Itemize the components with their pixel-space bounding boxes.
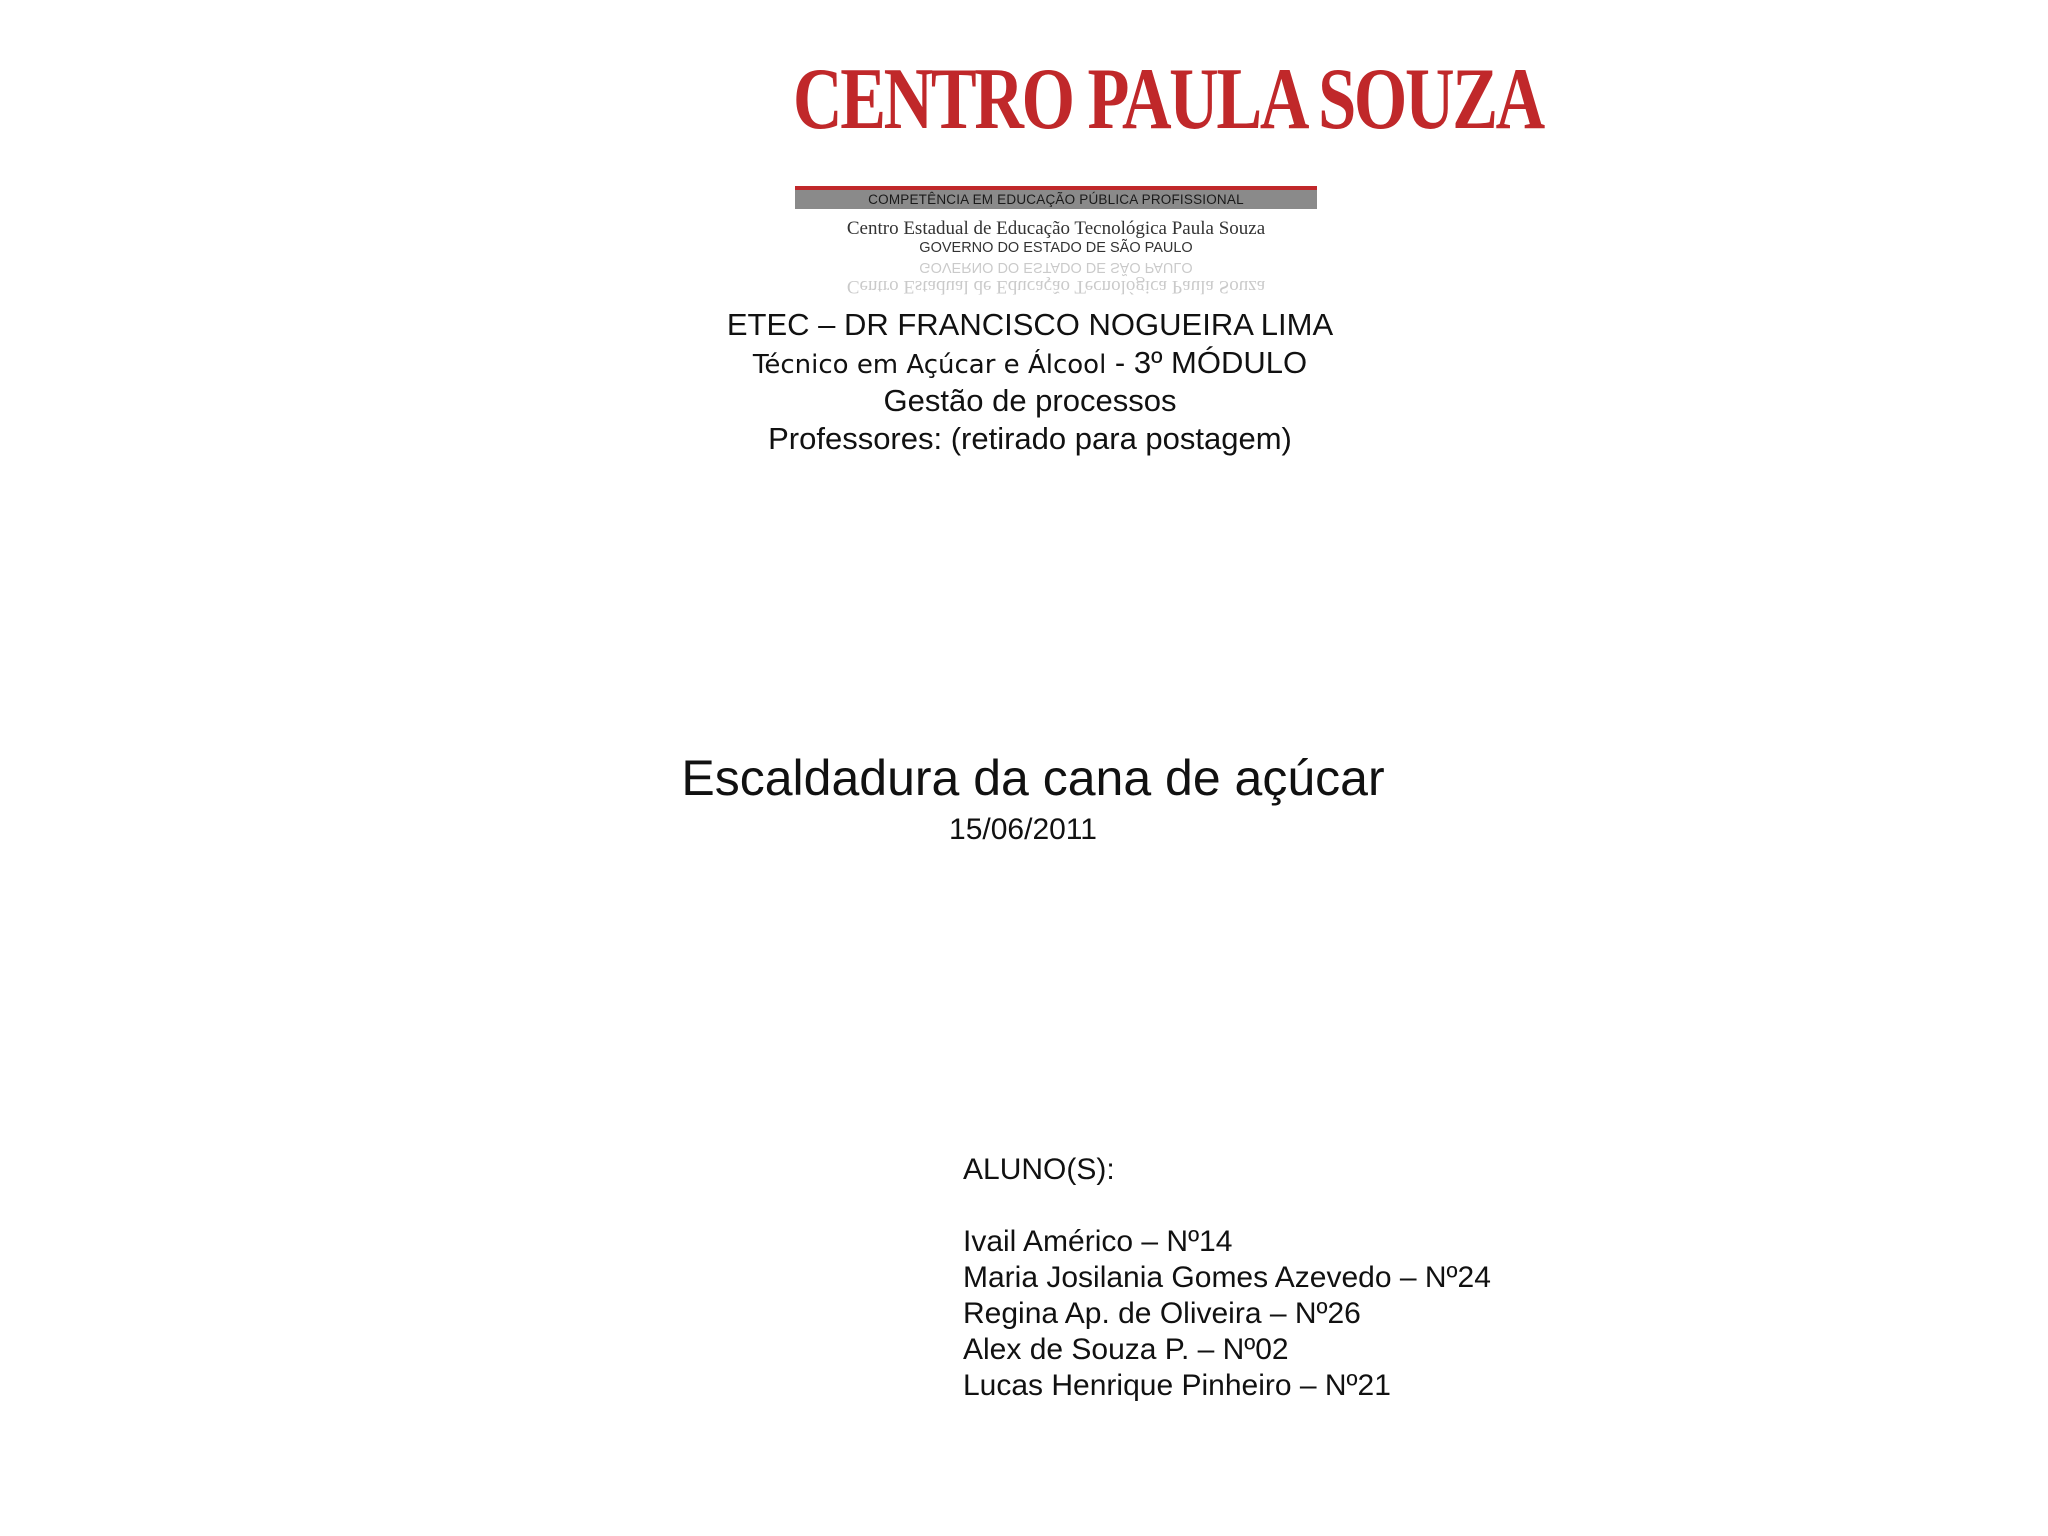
students-list (963, 1224, 1491, 1404)
logo-reflection (795, 258, 1317, 304)
document-title: Escaldadura da cana de açúcar (681, 750, 1385, 806)
subject-name: Gestão de processos (883, 383, 1177, 418)
course-module: - 3º MÓDULO (1106, 345, 1308, 380)
students-section (963, 1152, 1663, 1402)
course-line (0, 344, 2048, 384)
logo-tagline: COMPETÊNCIA EM EDUCAÇÃO PÚBLICA PROFISSIONAL (795, 190, 1317, 209)
logo-reflection-government: GOVERNO DO ESTADO DE SÃO PAULO (919, 259, 1193, 275)
logo-government: GOVERNO DO ESTADO DE SÃO PAULO (919, 240, 1193, 256)
course-name: Técnico em Açúcar e Álcool (752, 350, 1107, 380)
student-item: Regina Ap. de Oliveira – Nº26 (963, 1297, 1361, 1330)
centro-paula-souza-logo (785, 51, 1543, 297)
teachers-line: Professores: (retirado para postagem) (768, 421, 1292, 456)
document-date: 15/06/2011 (949, 813, 1097, 846)
logo-reflection-institution: Centro Estadual de Educação Tecnológica Paula Souza (846, 276, 1266, 297)
student-item: Maria Josilania Gomes Azevedo – Nº24 (963, 1261, 1491, 1294)
logo-name: CENTRO PAULA SOUZA (793, 51, 1543, 148)
student-item: Alex de Souza P. – Nº02 (963, 1333, 1289, 1366)
logo-institution: Centro Estadual de Educação Tecnológica Paula Souza (846, 218, 1266, 239)
school-name: ETEC – DR FRANCISCO NOGUEIRA LIMA (726, 307, 1334, 342)
students-label: ALUNO(S): (963, 1153, 1115, 1186)
student-item: Ivail Américo – Nº14 (963, 1225, 1233, 1258)
student-item: Lucas Henrique Pinheiro – Nº21 (963, 1369, 1391, 1402)
